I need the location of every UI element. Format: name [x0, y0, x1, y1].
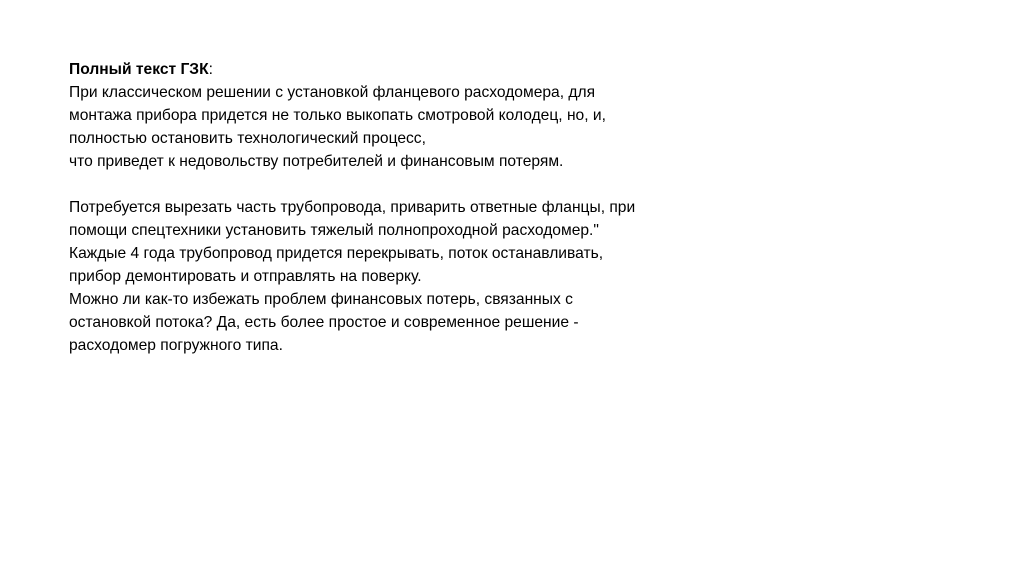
paragraph2-line-6: остановкой потока? Да, есть более простое и современное решение - [69, 314, 579, 331]
paragraph1-line-2: монтажа прибора придется не только выкопать смотровой колодец, но, и, [69, 107, 606, 124]
heading-line [69, 58, 769, 81]
paragraph2-line-1: Потребуется вырезать часть трубопровода, приварить ответные фланцы, при [69, 199, 636, 216]
paragraph2-line-5: Можно ли как-то избежать проблем финансовых потерь, связанных с [69, 291, 573, 308]
paragraph1-line-4: что приведет к недовольству потребителей и финансовым потерям. [69, 153, 564, 170]
paragraph2-line-2: помощи спецтехники установить тяжелый полнопроходной расходомер." [69, 222, 599, 239]
paragraph-spacer [69, 173, 769, 196]
text-block [69, 58, 769, 357]
paragraph2-line-4: прибор демонтировать и отправлять на поверку. [69, 268, 422, 285]
heading-colon: : [208, 61, 213, 78]
paragraph1-line-3: полностью остановить технологический процесс, [69, 130, 426, 147]
paragraph2-line-7: расходомер погружного типа. [69, 337, 283, 354]
paragraph1-line-1: При классическом решении с установкой фланцевого расходомера, для [69, 84, 596, 101]
paragraph2-line-3: Каждые 4 года трубопровод придется перекрывать, поток останавливать, [69, 245, 604, 262]
heading-bold: Полный текст ГЗК [69, 61, 209, 78]
